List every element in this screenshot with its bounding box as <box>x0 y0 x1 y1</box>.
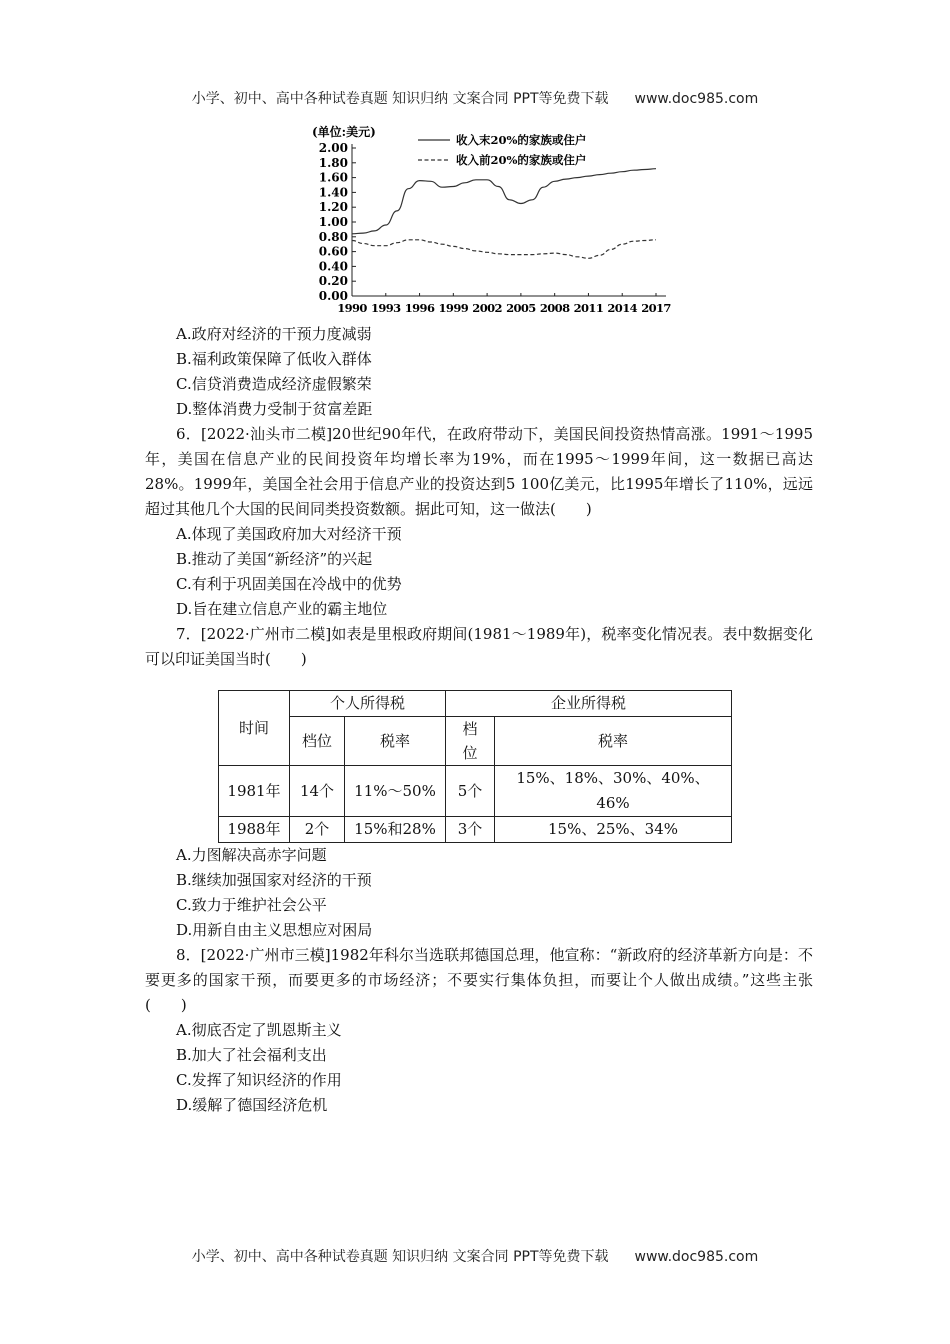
chart-svg <box>300 118 680 320</box>
y-tick-label: 0.60 <box>318 244 348 259</box>
income-line-chart <box>300 118 680 320</box>
x-tick-label: 2005 <box>506 301 536 315</box>
cell-corporate-rate: 15%、25%、34% <box>495 817 732 843</box>
q7-option-c: C.致力于维护社会公平 <box>176 896 327 914</box>
q8-option-b: B.加大了社会福利支出 <box>176 1046 327 1064</box>
cell-corporate-level: 5个 <box>446 766 495 817</box>
x-tick-label: 1999 <box>438 301 469 315</box>
page-footer <box>0 1246 950 1266</box>
q6-stem: 6．[2022·汕头市二模]20世纪90年代，在政府带动下，美国民间投资热情高涨。1991～1995年，美国在信息产业的民间投资年均增长率为19%，而在1995～1999年间，这一数据已高达28%。1999年，美国全社会用于信息产业的投资达到5 100亿美元，比1995年增长了110%，远远超过其他几个大国的民间同类投资数额。据此可知，这一做法( ) <box>145 425 813 518</box>
q7-option-a: A.力图解决高赤字问题 <box>176 846 327 864</box>
x-tick-label: 2008 <box>539 301 570 315</box>
cell-personal-rate: 15%和28% <box>345 817 446 843</box>
x-tick-label: 2014 <box>607 301 638 315</box>
footer-text: 小学、初中、高中各种试卷真题 知识归纳 文案合同 PPT等免费下载 <box>191 1249 609 1265</box>
cell-corporate-level: 3个 <box>446 817 495 843</box>
q6-option-b: B.推动了美国“新经济”的兴起 <box>176 550 373 568</box>
q6-option-a: A.体现了美国政府加大对经济干预 <box>176 525 402 543</box>
cell-time: 1981年 <box>219 766 290 817</box>
y-tick-label: 1.60 <box>318 170 348 185</box>
table-row <box>219 817 732 843</box>
q6-option-c: C.有利于巩固美国在冷战中的优势 <box>176 575 402 593</box>
q5-option-a: A.政府对经济的干预力度减弱 <box>176 325 372 343</box>
y-tick-label: 2.00 <box>318 141 348 155</box>
cell-time: 1988年 <box>219 817 290 843</box>
y-tick-label: 1.00 <box>318 215 348 229</box>
q7-option-b: B.继续加强国家对经济的干预 <box>176 871 372 889</box>
q8-option-c: C.发挥了知识经济的作用 <box>176 1071 342 1089</box>
x-tick-label: 1996 <box>404 301 435 315</box>
x-tick-label: 1990 <box>337 301 367 315</box>
tax-rate-table <box>218 690 732 843</box>
x-tick-label: 2011 <box>573 301 604 315</box>
legend-label-2: 收入前20%的家族或住户 <box>456 153 587 167</box>
q8-option-d: D.缓解了德国经济危机 <box>176 1096 328 1114</box>
th-corporate-tax: 企业所得税 <box>446 691 732 717</box>
th-personal-tax: 个人所得税 <box>290 691 446 717</box>
th-time: 时间 <box>219 691 290 766</box>
x-tick-label: 2002 <box>472 301 502 315</box>
th-corporate-rate: 税率 <box>495 717 732 766</box>
page-header <box>0 88 950 108</box>
y-tick-label: 1.80 <box>318 155 348 170</box>
y-tick-label: 1.40 <box>318 185 348 200</box>
cell-personal-rate: 11%～50% <box>345 766 446 817</box>
th-corporate-level: 档位 <box>446 717 495 766</box>
q5-option-d: D.整体消费力受制于贫富差距 <box>176 400 373 418</box>
q8-stem: 8．[2022·广州市三模]1982年科尔当选联邦德国总理，他宣称：“新政府的经济革新方向是：不要更多的国家干预，而要更多的市场经济；不要实行集体负担，而要让个人做出成绩。”这些主张( ) <box>145 946 813 1014</box>
q5-option-c: C.信贷消费造成经济虚假繁荣 <box>176 375 372 393</box>
series-line-2 <box>352 240 656 258</box>
q5-option-b: B.福利政策保障了低收入群体 <box>176 350 372 368</box>
cell-corporate-rate: 15%、18%、30%、40%、46% <box>495 766 732 817</box>
th-personal-level: 档位 <box>290 717 345 766</box>
y-tick-label: 0.80 <box>318 229 348 244</box>
footer-url[interactable]: www.doc985.com <box>634 1249 759 1265</box>
x-tick-label: 2017 <box>641 301 671 315</box>
header-text: 小学、初中、高中各种试卷真题 知识归纳 文案合同 PPT等免费下载 <box>191 91 609 107</box>
cell-personal-level: 2个 <box>290 817 345 843</box>
y-tick-label: 0.20 <box>318 274 348 289</box>
y-tick-label: 1.20 <box>318 200 348 215</box>
q7-stem: 7．[2022·广州市二模]如表是里根政府期间(1981～1989年)，税率变化情况表。表中数据变化可以印证美国当时( ) <box>145 625 813 668</box>
th-personal-rate: 税率 <box>345 717 446 766</box>
y-tick-label: 0.40 <box>318 259 348 274</box>
question-content <box>145 322 813 1118</box>
cell-personal-level: 14个 <box>290 766 345 817</box>
legend-label-1: 收入末20%的家族或住户 <box>456 133 587 147</box>
series-line-1 <box>352 169 656 234</box>
q7-option-d: D.用新自由主义思想应对困局 <box>176 921 373 939</box>
y-tick-label: 0.00 <box>318 289 348 303</box>
x-tick-label: 1993 <box>370 301 401 315</box>
table-row <box>219 766 732 817</box>
q6-option-d: D.旨在建立信息产业的霸主地位 <box>176 600 388 618</box>
unit-label: (单位:美元) <box>312 125 376 139</box>
q8-option-a: A.彻底否定了凯恩斯主义 <box>176 1021 342 1039</box>
header-url[interactable]: www.doc985.com <box>634 91 759 107</box>
